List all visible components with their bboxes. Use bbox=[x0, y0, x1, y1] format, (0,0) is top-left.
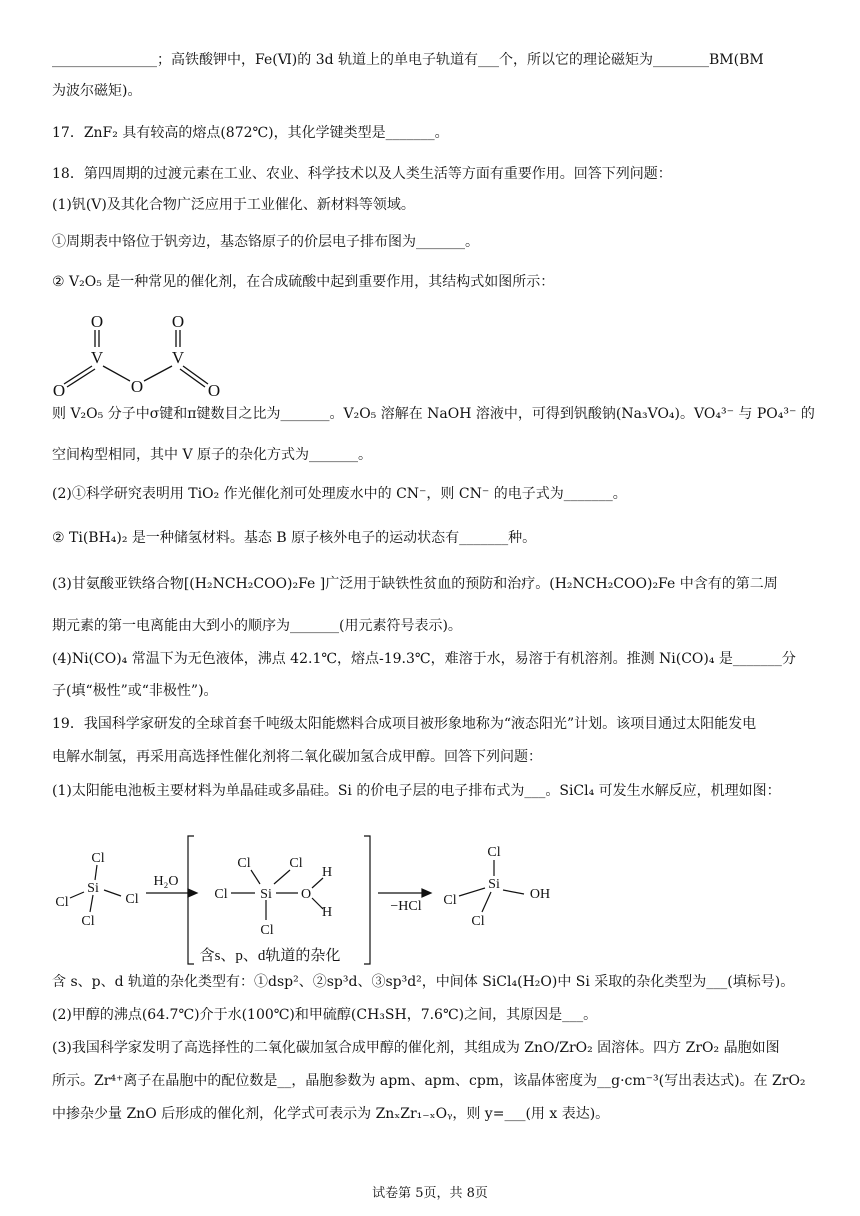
text-line: (3)甘氨酸亚铁络合物[(H₂NCH₂COO)₂Fe ]广泛用于缺铁性贫血的预防和治疗。(H₂NCH₂COO)₂Fe 中含有的第二周 bbox=[52, 576, 778, 592]
atom-label: Si bbox=[260, 887, 272, 902]
atom-label: Cl bbox=[125, 892, 139, 907]
atom-label: Cl bbox=[237, 856, 251, 871]
atom-label: H bbox=[321, 865, 333, 880]
atom-label: Cl bbox=[471, 914, 485, 929]
atom-label: Cl bbox=[260, 923, 274, 938]
text-line: (3)我国科学家发明了高选择性的二氧化碳加氢合成甲醇的催化剂，其组成为 ZnO/ZrO₂ 固溶体。四方 ZrO₂ 晶胞如图 bbox=[52, 1040, 780, 1056]
text-line: 含 s、p、d 轨道的杂化类型有：①dsp²、②sp³d、③sp³d²，中间体 SiCl₄(H₂O)中 Si 采取的杂化类型为___(填标号)。 bbox=[52, 974, 795, 990]
text-line: 期元素的第一电离能由大到小的顺序为_______(用元素符号表示)。 bbox=[52, 618, 462, 634]
sicl4-hydrolysis-diagram bbox=[48, 828, 568, 970]
atom-label: Cl bbox=[55, 895, 69, 910]
text-line: ①周期表中铬位于钒旁边，基态铬原子的价层电子排布图为_______。 bbox=[52, 234, 479, 250]
page-footer: 试卷第 5页，共 8页 bbox=[372, 1186, 488, 1201]
v2o5-atom: V bbox=[171, 348, 185, 367]
text-line: 中掺杂少量 ZnO 后形成的催化剂，化学式可表示为 ZnₓZr₁₋ₓOᵧ，则 y=___(用 x 表达)。 bbox=[52, 1106, 610, 1122]
text-line: 19．我国科学家研发的全球首套千吨级太阳能燃料合成项目被形象地称为“液态阳光”计划。该项目通过太阳能发电 bbox=[52, 716, 757, 732]
text-line: 18．第四周期的过渡元素在工业、农业、科学技术以及人类生活等方面有重要作用。回答下列问题： bbox=[52, 166, 672, 182]
atom-label: Cl bbox=[289, 856, 303, 871]
v2o5-atom: O bbox=[207, 381, 221, 400]
text-line: _______________；高铁酸钾中，Fe(Ⅵ)的 3d 轨道上的单电子轨道有___个，所以它的理论磁矩为________BM(BM bbox=[52, 52, 764, 68]
text-line: 17．ZnF₂ 具有较高的熔点(872℃)，其化学键类型是_______。 bbox=[52, 125, 449, 141]
text-line: (1)钒(V)及其化合物广泛应用于工业催化、新材料等领域。 bbox=[52, 197, 415, 213]
text-line: ② Ti(BH₄)₂ 是一种储氢材料。基态 B 原子核外电子的运动状态有_______种。 bbox=[52, 530, 537, 546]
text-line: (2)甲醇的沸点(64.7℃)介于水(100℃)和甲硫醇(CH₃SH，7.6℃)之间，其原因是___。 bbox=[52, 1007, 598, 1023]
text-line: 则 V₂O₅ 分子中σ键和π键数目之比为_______。V₂O₅ 溶解在 NaOH 溶液中，可得到钒酸钠(Na₃VO₄)。VO₄³⁻ 与 PO₄³⁻ 的 bbox=[52, 406, 815, 422]
v2o5-atom: O bbox=[130, 377, 144, 396]
reagent-label: H₂O bbox=[153, 874, 179, 889]
atom-label: Si bbox=[488, 877, 500, 892]
text-line: 子(填“极性”或“非极性”)。 bbox=[52, 683, 218, 699]
atom-label: Si bbox=[87, 881, 99, 896]
atom-label: Cl bbox=[214, 887, 228, 902]
v2o5-atom: O bbox=[52, 381, 66, 400]
hybridization-caption: 含s、p、d轨道的杂化 bbox=[199, 948, 341, 964]
v2o5-atom: V bbox=[90, 348, 104, 367]
atom-label: OH bbox=[529, 887, 551, 902]
text-line: (2)①科学研究表明用 TiO₂ 作光催化剂可处理废水中的 CN⁻，则 CN⁻ 的电子式为_______。 bbox=[52, 486, 627, 502]
reagent-label: −HCl bbox=[390, 899, 422, 914]
text-line: 空间构型相同，其中 V 原子的杂化方式为_______。 bbox=[52, 447, 373, 463]
text-line: ② V₂O₅ 是一种常见的催化剂，在合成硫酸中起到重要作用，其结构式如图所示： bbox=[52, 274, 555, 290]
v2o5-atom: O bbox=[90, 312, 104, 331]
text-line: 电解水制氢，再采用高选择性催化剂将二氧化碳加氢合成甲醇。回答下列问题： bbox=[52, 749, 542, 765]
atom-label: Cl bbox=[487, 845, 501, 860]
text-line: (1)太阳能电池板主要材料为单晶硅或多晶硅。Si 的价电子层的电子排布式为___。SiCl₄ 可发生水解反应，机理如图： bbox=[52, 783, 781, 799]
atom-label: Cl bbox=[81, 914, 95, 929]
text-line: 所示。Zr⁴⁺离子在晶胞中的配位数是__，晶胞参数为 apm、apm、cpm，该晶体密度为__g·cm⁻³(写出表达式)。在 ZrO₂ bbox=[52, 1073, 806, 1089]
text-line: 为波尔磁矩)。 bbox=[52, 83, 142, 99]
atom-label: H bbox=[321, 905, 333, 920]
atom-label: Cl bbox=[443, 893, 457, 908]
atom-label: O bbox=[300, 887, 312, 902]
atom-label: Cl bbox=[91, 851, 105, 866]
v2o5-atom: O bbox=[171, 312, 185, 331]
text-line: (4)Ni(CO)₄ 常温下为无色液体，沸点 42.1℃，熔点-19.3℃，难溶于水，易溶于有机溶剂。推测 Ni(CO)₄ 是_______分 bbox=[52, 651, 796, 667]
v2o5-structure-diagram bbox=[48, 310, 238, 405]
